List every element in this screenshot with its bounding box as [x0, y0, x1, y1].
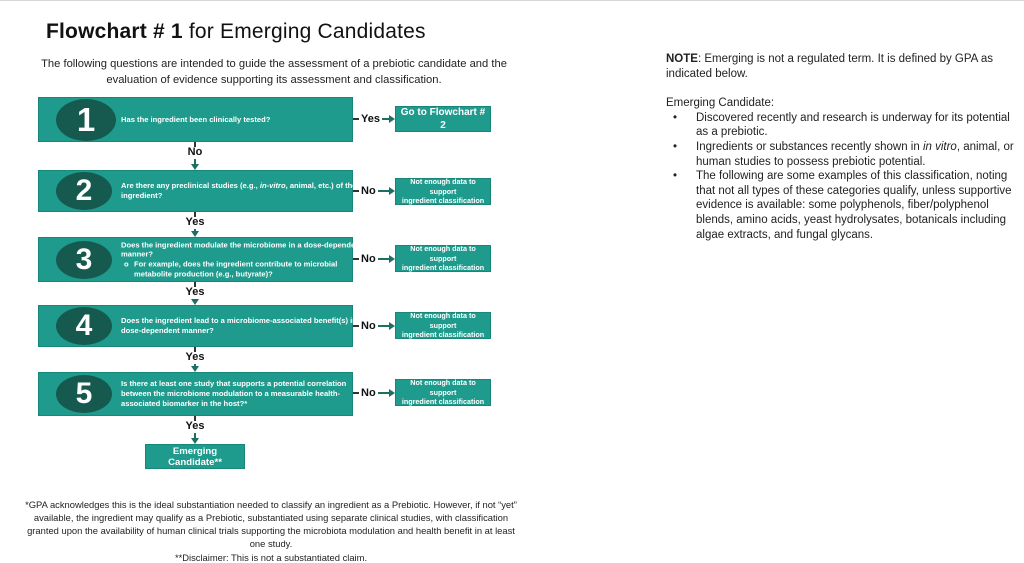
step-3-question [121, 240, 365, 279]
note-bullet-3 [666, 169, 1018, 242]
result-box-4-label: Not enough data to support ingredient classification [401, 310, 485, 340]
connector-right-2 [353, 183, 395, 199]
note-panel [666, 52, 1018, 242]
result-box-3 [395, 245, 491, 272]
step-1-number: 1 [76, 101, 96, 138]
bullet-icon: • [673, 111, 678, 124]
note-label: NOTE [666, 53, 698, 65]
step-5-question-text: Is there at least one study that supports a potential correlation between the microbiome modulation to a measurable health-associated biomarker in the host?* [121, 379, 347, 408]
step-4-number-badge [56, 307, 112, 345]
step-2-number: 2 [75, 174, 93, 207]
branch-label-no: No [361, 386, 376, 399]
step-3-number-badge [56, 241, 112, 279]
flow-step-5 [38, 372, 353, 416]
step-4-number: 4 [75, 309, 93, 342]
branch-label-no: No [361, 252, 376, 265]
intro-text: The following questions are intended to guide the assessment of a prebiotic candidate and the evaluation of evidence supporting its assessment and classification. [41, 58, 507, 86]
connector-down-1 [170, 142, 220, 170]
note-bullet-2-text: Ingredients or substances recently shown in in vitro, animal, or human studies to possess prebiotic potential. [696, 140, 1014, 168]
note-heading: Emerging Candidate: [666, 97, 775, 110]
step-2-question-pre: Are there any preclinical studies (e.g., [121, 181, 260, 191]
result-box-5-label: Not enough data to support ingredient classification [401, 377, 485, 407]
note-bullet-1 [666, 111, 1018, 140]
step-5-number-badge [56, 375, 112, 413]
step-2-number-badge [56, 172, 112, 210]
bullet-icon: • [673, 140, 678, 153]
flow-step-2 [38, 170, 357, 212]
note-intro-text: : Emerging is not a regulated term. It is defined by GPA as indicated below. [666, 53, 994, 80]
arrow-right-icon [378, 389, 395, 397]
note-bullet-2 [666, 140, 1018, 169]
flow-step-1 [38, 97, 353, 142]
arrow-right-icon [378, 322, 395, 330]
branch-label-yes: Yes [185, 216, 205, 228]
final-result-box [145, 444, 245, 469]
step-1-question-text: Has the ingredient been clinically tested? [121, 114, 271, 124]
step-2-question [121, 181, 365, 201]
step-2-question-italic: in-vitro [259, 181, 286, 191]
step-3-subbullet [121, 260, 365, 280]
branch-label-no: No [361, 319, 376, 332]
branch-label-no: No [187, 146, 203, 158]
result-box-1 [395, 106, 491, 132]
footnote [22, 498, 520, 563]
bullet-icon: • [673, 170, 678, 183]
connector-right-4 [353, 318, 395, 334]
final-result-label: Emerging Candidate** [168, 445, 222, 468]
connector-right-3 [353, 251, 395, 267]
note-intro [666, 52, 1018, 81]
connector-down-2 [170, 212, 220, 237]
step-5-question [121, 379, 365, 409]
connector-right-5 [353, 385, 395, 401]
page-title [46, 20, 426, 44]
note-bullet-1-text: Discovered recently and research is underway for its potential as a prebiotic. [696, 111, 1010, 139]
flow-step-3 [38, 237, 363, 282]
arrow-down-icon [191, 229, 199, 237]
branch-label-yes: Yes [185, 351, 205, 363]
connector-down-5 [170, 416, 220, 444]
step-1-question [121, 115, 365, 125]
branch-label-no: No [361, 184, 376, 197]
step-3-question-text: Does the ingredient modulate the microbiome in a dose-dependent manner? [121, 239, 363, 259]
step-4-question-text: Does the ingredient lead to a microbiome-associated benefit(s) in a dose-dependent manner? [121, 316, 364, 335]
step-4-question [121, 316, 365, 336]
subbullet-text: For example, does the ingredient contribute to microbial metabolite production (e.g., butyrate)? [134, 259, 338, 279]
result-box-2-label: Not enough data to support ingredient classification [401, 176, 485, 206]
arrow-right-icon [378, 187, 395, 195]
result-box-2 [395, 178, 491, 205]
step-5-number: 5 [75, 377, 93, 410]
result-box-4 [395, 312, 491, 339]
arrow-down-icon [191, 159, 199, 170]
result-box-1-label: Go to Flowchart # 2 [400, 106, 486, 131]
footnote-text: *GPA acknowledges this is the ideal substantiation needed to classify an ingredient as a Prebiotic. However, if not “yet” available, the ingredient may qualify as a Prebiotic, substantiated using separate clinical studies, with classification granted upon the availability of human clinical trials supporting the microbiota modulation and health benefit in at least one study. [25, 499, 517, 550]
connector-right-1 [353, 111, 395, 127]
page-title-bold: Flowchart # 1 [46, 20, 183, 43]
result-box-5 [395, 379, 491, 406]
step-2-question-post: , animal, etc.) of the ingredient? [121, 181, 357, 200]
footnote-disclaimer: **Disclaimer: This is not a substantiated claim. [174, 551, 368, 563]
step-1-number-badge [56, 99, 116, 141]
step-3-number: 3 [75, 242, 93, 276]
result-box-3-label: Not enough data to support ingredient classification [401, 243, 485, 273]
arrow-down-icon [191, 364, 199, 372]
subbullet-marker: o [124, 259, 129, 269]
branch-label-yes: Yes [185, 420, 205, 432]
connector-down-4 [170, 347, 220, 372]
note-bullet-3-text: The following are some examples of this classification, noting that not all types of these categories qualify, unless supportive evidence is available: some polyphenols, fiber/polyphenol blends, amino acids, yeast hydrolysates, botanicals including algae extracts, and fungal glycans. [696, 170, 1012, 241]
arrow-down-icon [191, 433, 199, 444]
arrow-right-icon [382, 115, 395, 123]
branch-label-yes: Yes [361, 112, 380, 125]
flow-step-4 [38, 305, 364, 347]
branch-label-yes: Yes [185, 286, 205, 298]
arrow-right-icon [378, 255, 395, 263]
connector-down-3 [170, 282, 220, 305]
page-title-rest: for Emerging Candidates [182, 20, 426, 43]
